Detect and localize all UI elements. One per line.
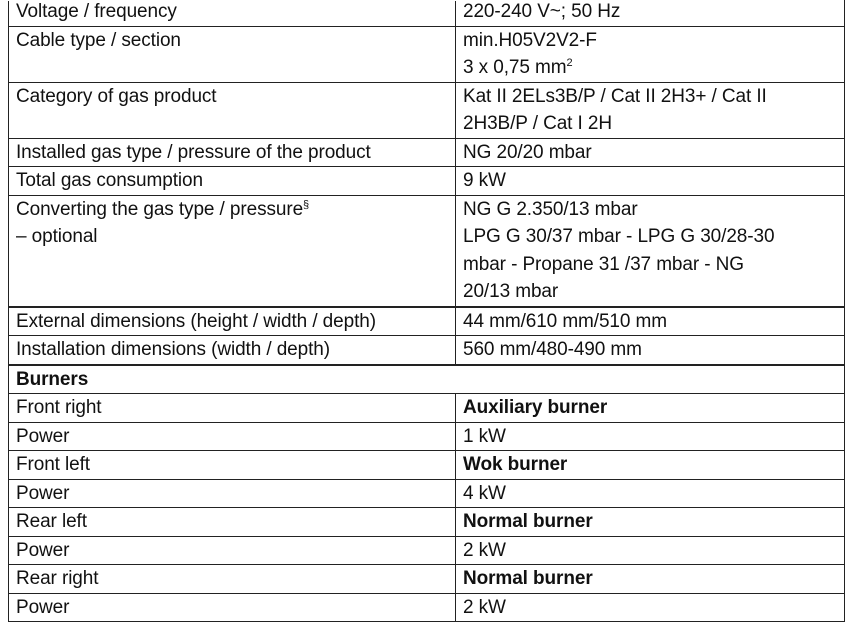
burner-label: Front left: [16, 454, 90, 475]
spec-value-cell: [456, 138, 845, 167]
spec-label-cell: [9, 138, 456, 167]
spec-value-cell: [456, 0, 845, 26]
burner-label-cell: [9, 565, 456, 594]
spec-value-cell: [456, 307, 845, 336]
burner-label-cell: [9, 422, 456, 451]
spec-value: mbar - Propane 31 /37 mbar - NG: [463, 253, 744, 275]
spec-value: 9 kW: [463, 170, 506, 191]
table-row: [9, 167, 845, 196]
burner-value: Wok burner: [463, 454, 568, 475]
spec-value: Kat II 2ELs3B/P / Cat II 2H3+ / Cat II: [463, 85, 767, 107]
table-row: [9, 82, 845, 138]
burner-label-cell: [9, 451, 456, 480]
spec-label: Category of gas product: [16, 85, 217, 107]
table-row: [9, 0, 845, 26]
burner-value: Normal burner: [463, 568, 593, 589]
spec-value: 220-240 V~; 50 Hz: [463, 1, 621, 22]
burner-label: Front right: [16, 397, 102, 418]
table-row: [9, 307, 845, 336]
table-row: [9, 26, 845, 82]
burner-label-cell: [9, 508, 456, 537]
burner-row: [9, 451, 845, 480]
spec-value: 3 x 0,75 $mm^2$: [463, 57, 573, 78]
burner-row: [9, 536, 845, 565]
spec-label: – optional: [16, 226, 98, 247]
superscript: §: [303, 198, 310, 211]
burner-label: Rear left: [16, 511, 87, 532]
spec-value: 560 mm/480-490 mm: [463, 339, 642, 360]
burner-row: [9, 422, 845, 451]
table-row: [9, 138, 845, 167]
burner-value: Auxiliary burner: [463, 397, 608, 418]
burner-value-cell: [456, 479, 845, 508]
spec-label: Installed gas type / pressure of the product: [16, 141, 371, 163]
spec-table-body: [9, 0, 845, 394]
burner-label: Power: [16, 596, 70, 618]
spec-label-cell: [9, 167, 456, 196]
spec-label: Total gas consumption: [16, 170, 203, 191]
burner-value-cell: [456, 451, 845, 480]
burner-value-cell: [456, 593, 845, 622]
burner-row: [9, 508, 845, 537]
burner-value-cell: [456, 394, 845, 423]
spec-label: Installation dimensions (width / depth): [16, 339, 330, 360]
spec-value: LPG G 30/37 mbar - LPG G 30/28-30: [463, 226, 775, 247]
spec-value-cell: [456, 82, 845, 138]
burner-row: [9, 394, 845, 423]
burner-label: Power: [16, 425, 70, 447]
burner-value: 4 kW: [463, 482, 506, 504]
spec-label: Cable type / section: [16, 29, 181, 51]
spec-value: NG G 2.350/13 mbar: [463, 198, 638, 220]
burners-heading-row: [9, 365, 845, 394]
burner-value: 2 kW: [463, 596, 506, 618]
spec-value-cell: [456, 336, 845, 365]
spec-label-cell: [9, 26, 456, 82]
spec-value: 20/13 mbar: [463, 281, 559, 302]
burner-value-cell: [456, 565, 845, 594]
burner-value-cell: [456, 508, 845, 537]
spec-label-cell: [9, 82, 456, 138]
spec-value-cell: [456, 26, 845, 82]
spec-label-cell: [9, 195, 456, 307]
burner-value-cell: [456, 422, 845, 451]
table-row: [9, 195, 845, 307]
burner-label-cell: [9, 536, 456, 565]
top-crop-strip: [8, 0, 844, 1]
burner-label-cell: [9, 394, 456, 423]
burner-table-body: [9, 394, 845, 622]
burner-row: [9, 593, 845, 622]
spec-value: NG 20/20 mbar: [463, 141, 592, 163]
burner-value: Normal burner: [463, 511, 593, 532]
spec-label-cell: [9, 0, 456, 26]
burner-row: [9, 479, 845, 508]
spec-value: min.H05V2V2-F: [463, 29, 597, 51]
burner-value-cell: [456, 536, 845, 565]
spec-label: External dimensions (height / width / depth): [16, 310, 376, 332]
burners-heading: [9, 365, 845, 394]
burner-value: 1 kW: [463, 425, 506, 447]
table-row: [9, 336, 845, 365]
burner-row: [9, 565, 845, 594]
spec-value-cell: [456, 167, 845, 196]
spec-label: Converting the gas type / pressure§: [16, 198, 310, 220]
spec-value-cell: [456, 195, 845, 307]
burner-label-cell: [9, 593, 456, 622]
spec-label-cell: [9, 336, 456, 365]
burner-label: Power: [16, 539, 70, 561]
spec-value: 2H3B/P / Cat I 2H: [463, 113, 612, 134]
spec-value: 44 mm/610 mm/510 mm: [463, 310, 667, 332]
superscript: 2: [566, 57, 573, 69]
burner-value: 2 kW: [463, 539, 506, 561]
burner-label: Rear right: [16, 568, 99, 589]
burners-heading-text: Burners: [16, 368, 89, 390]
burner-label-cell: [9, 479, 456, 508]
spec-label: Voltage / frequency: [16, 1, 177, 22]
burner-label: Power: [16, 482, 70, 504]
spec-label-cell: [9, 307, 456, 336]
technical-specs-table: [8, 0, 845, 622]
